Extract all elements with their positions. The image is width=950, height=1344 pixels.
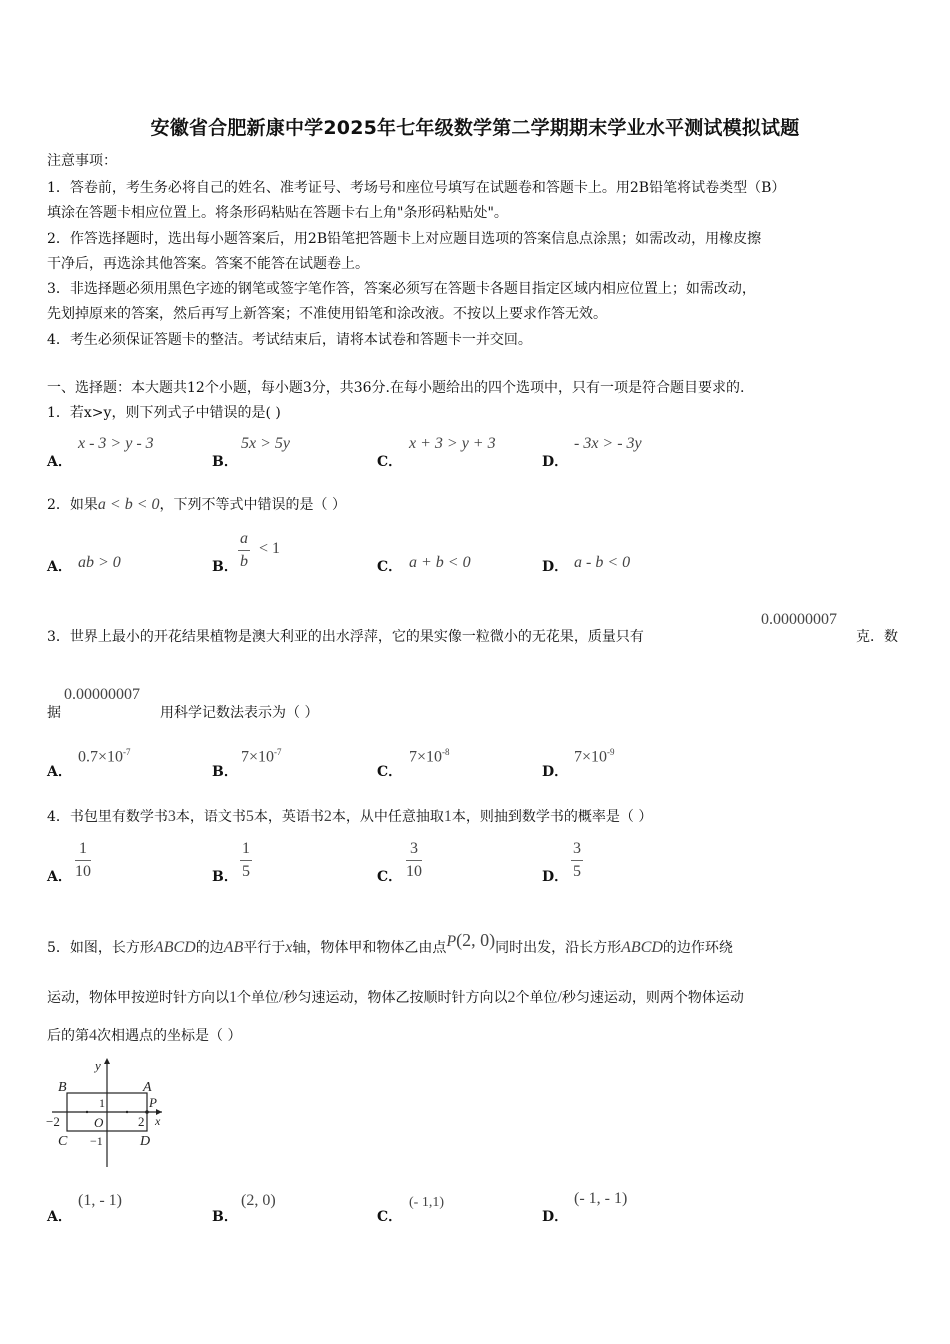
- q5-meeting-count: 4: [89, 1027, 97, 1044]
- q3-stem-line-1: 3．世界上最小的开花结果植物是澳大利亚的出水浮萍，它的果实像一粒微小的无花果，质量只有: [47, 629, 644, 645]
- q3-option-c-base: 7×10: [409, 748, 443, 766]
- label-a: A: [143, 1080, 152, 1095]
- q2-stem: [47, 494, 346, 514]
- q1-label-a: A．: [47, 454, 72, 470]
- notice-line-7: 4．考生必须保证答题卡的整洁。考试结束后，请将本试卷和答题卡一并交回。: [47, 332, 532, 348]
- q5-text-1: 5．如图，长方形: [47, 940, 154, 956]
- notice-line-6: 先划掉原来的答案，然后再写上新答案；不准使用铅笔和涂改液。不按以上要求作答无效。: [47, 306, 607, 322]
- q5-text-5: 同时出发，沿长方形: [495, 940, 622, 956]
- q4-option-c: [406, 840, 422, 881]
- q4-option-b: [240, 840, 252, 881]
- q5-speed-1: 1: [229, 989, 237, 1006]
- q5-text-4: 轴，物体甲和物体乙由点: [292, 940, 447, 956]
- q5-text-11: 秒匀速运动，则两个物体运动: [561, 990, 744, 1006]
- notice-heading: 注意事项：: [47, 153, 117, 169]
- q4-stem-part-5: 本，则抽到数学书的概率是（ ）: [451, 809, 653, 825]
- q2-option-b-denominator: b: [240, 553, 248, 570]
- q1-option-c: x + 3 > y + 3: [409, 435, 496, 452]
- q5-rect-name-2: ABCD: [621, 939, 663, 956]
- q2-option-b-rest: < 1: [259, 540, 281, 557]
- q1-option-b: 5x > 5y: [241, 435, 290, 452]
- q3-option-c-exp: -8: [442, 747, 450, 757]
- q4-option-d-numerator: 3: [571, 840, 583, 861]
- q5-text-12: 后的第: [47, 1028, 89, 1044]
- q5-side-ab: AB: [223, 939, 244, 956]
- label-neg1: −1: [90, 1134, 103, 1148]
- q3-stem-line-1-end: 克．数: [856, 629, 898, 645]
- label-2: 2: [138, 1114, 145, 1129]
- point-p-dot: [145, 1110, 149, 1114]
- q4-label-a: A．: [47, 869, 72, 885]
- q4-math-books: 3: [167, 808, 176, 825]
- q2-condition: a < b < 0: [97, 496, 160, 513]
- q4-label-b: B．: [212, 869, 238, 885]
- page-title: 安徽省合肥新康中学2025年七年级数学第二学期期末学业水平测试模拟试题: [150, 117, 800, 139]
- q3-stem-line-2-post: 用科学记数法表示为（ ）: [160, 705, 319, 721]
- q5-x-axis: x: [285, 939, 293, 956]
- q5-option-c: (- 1,1): [409, 1195, 444, 1210]
- q5-rect-name: ABCD: [153, 939, 196, 956]
- q2-stem-pre: 2．如果: [47, 497, 98, 513]
- label-origin: O: [94, 1115, 104, 1130]
- q5-option-a: (1, - 1): [78, 1192, 122, 1209]
- q3-label-b: B．: [212, 764, 238, 780]
- q2-option-a: ab > 0: [78, 554, 121, 571]
- q2-label-d: D．: [542, 559, 569, 575]
- q2-stem-post: ，下列不等式中错误的是（ ）: [159, 497, 346, 513]
- q2-label-a: A．: [47, 559, 72, 575]
- q5-slash-2: /: [557, 989, 562, 1006]
- q4-stem-part-3: 本，英语书: [253, 809, 324, 825]
- q3-option-b: [241, 747, 282, 766]
- q3-option-b-base: 7×10: [241, 748, 275, 766]
- q4-option-c-numerator: 3: [406, 840, 422, 861]
- label-y: y: [95, 1058, 101, 1073]
- q1-stem: 1．若x>y，则下列式子中错误的是( ): [47, 405, 281, 421]
- q5-text-2: 的边: [195, 940, 224, 956]
- q5-label-a: A．: [47, 1209, 72, 1225]
- label-x: x: [155, 1114, 161, 1128]
- q2-option-b-fraction: [238, 530, 250, 571]
- q2-label-b: B．: [212, 559, 238, 575]
- notice-line-3: 2．作答选择题时，选出每小题答案后，用2B铅笔把答题卡上对应题目选项的答案信息点涂黑；如需改动，用橡皮擦: [47, 231, 762, 247]
- q5-text-6: 的边作环绕: [662, 940, 733, 956]
- q2-option-c: a + b < 0: [409, 554, 471, 571]
- q3-option-c: [409, 747, 450, 766]
- section-heading: 一、选择题：本大题共12个小题，每小题3分，共36分.在每小题给出的四个选项中，只有一项是符合题目要求的.: [47, 380, 745, 396]
- q5-text-8: 个单位: [237, 990, 279, 1006]
- q4-label-d: D．: [542, 869, 569, 885]
- q4-option-a-numerator: 1: [75, 840, 91, 861]
- q4-chinese-books: 5: [245, 808, 254, 825]
- q3-option-d: [574, 747, 615, 766]
- tick-neg1-dot: [86, 1111, 88, 1113]
- q4-stem-part-2: 本，语文书: [175, 809, 246, 825]
- q1-label-d: D．: [542, 454, 569, 470]
- q5-text-10: 个单位: [515, 990, 558, 1006]
- q5-slash-1: /: [279, 989, 284, 1006]
- q3-option-a: [78, 747, 131, 766]
- q4-stem-part-4: 本，从中任意抽取: [331, 809, 444, 825]
- q4-option-a: [75, 840, 91, 881]
- q4-option-b-numerator: 1: [240, 840, 252, 861]
- q4-option-c-denominator: 10: [406, 863, 422, 880]
- label-neg2: −2: [46, 1114, 60, 1129]
- q3-option-a-exp: -7: [123, 747, 131, 757]
- q3-label-c: C．: [377, 764, 403, 780]
- q5-stem-line-2: [47, 987, 744, 1007]
- q4-option-b-denominator: 5: [242, 863, 250, 880]
- q5-label-b: B．: [212, 1209, 238, 1225]
- label-p: P: [149, 1095, 157, 1110]
- q1-label-c: C．: [377, 454, 403, 470]
- tick-1-dot: [126, 1111, 128, 1113]
- q5-label-c: C．: [377, 1209, 403, 1225]
- q4-draw-count: 1: [443, 808, 452, 825]
- q5-option-b: (2, 0): [241, 1192, 276, 1209]
- q5-speed-2: 2: [507, 989, 516, 1006]
- q5-stem-line-3: [47, 1025, 241, 1045]
- q2-option-b-numerator: a: [238, 530, 250, 551]
- q1-label-b: B．: [212, 454, 238, 470]
- label-b: B: [58, 1080, 67, 1095]
- q3-label-a: A．: [47, 764, 72, 780]
- q3-option-d-base: 7×10: [574, 748, 608, 766]
- q4-stem: [47, 806, 652, 826]
- q3-label-d: D．: [542, 764, 569, 780]
- label-c: C: [58, 1134, 68, 1149]
- q4-stem-part-1: 4．书包里有数学书: [47, 809, 168, 825]
- q4-option-d: [571, 840, 583, 881]
- q5-text-13: 次相遇点的坐标是（ ）: [97, 1028, 242, 1044]
- q3-option-d-exp: -9: [607, 747, 615, 757]
- q5-text-9: 秒匀速运动，物体乙按顺时针方向以: [283, 990, 508, 1006]
- q5-coordinate-figure: [44, 1055, 174, 1170]
- q4-label-c: C．: [377, 869, 403, 885]
- notice-line-2: 填涂在答题卡相应位置上。将条形码粘贴在答题卡右上角"条形码粘贴处"。: [47, 205, 508, 221]
- label-d: D: [140, 1134, 151, 1149]
- q5-point-coords: (2, 0): [456, 930, 496, 950]
- q5-stem-line-1: [47, 930, 733, 957]
- q1-option-a: x - 3 > y - 3: [78, 435, 154, 452]
- label-1: 1: [99, 1096, 105, 1110]
- q2-label-c: C．: [377, 559, 403, 575]
- q3-option-a-base: 0.7×10: [78, 748, 124, 766]
- q3-mass-value-2: 0.00000007: [64, 686, 140, 703]
- q3-mass-value: 0.00000007: [761, 611, 837, 628]
- q5-point-p: P: [446, 933, 457, 950]
- q5-label-d: D．: [542, 1209, 569, 1225]
- q2-option-d: a - b < 0: [574, 554, 631, 571]
- q5-text-7: 运动，物体甲按逆时针方向以: [47, 990, 229, 1006]
- q4-option-a-denominator: 10: [75, 863, 91, 880]
- q3-stem-line-2-pre: 据: [47, 705, 61, 721]
- q3-option-b-exp: -7: [274, 747, 282, 757]
- q5-option-d: (- 1, - 1): [574, 1190, 628, 1207]
- q4-english-books: 2: [323, 808, 332, 825]
- y-axis-arrow-icon: [104, 1058, 110, 1064]
- q1-option-d: - 3x > - 3y: [574, 435, 642, 452]
- notice-line-5: 3．非选择题必须用黑色字迹的钢笔或签字笔作答，答案必须写在答题卡各题目指定区域内相应位置上；如需改动，: [47, 281, 756, 297]
- q4-option-d-denominator: 5: [573, 863, 581, 880]
- q5-text-3: 平行于: [243, 940, 286, 956]
- notice-line-4: 干净后，再选涂其他答案。答案不能答在试题卷上。: [47, 256, 369, 272]
- notice-line-1: 1．答卷前，考生务必将自己的姓名、准考证号、考场号和座位号填写在试题卷和答题卡上。用2B铅笔将试卷类型（B）: [47, 180, 786, 196]
